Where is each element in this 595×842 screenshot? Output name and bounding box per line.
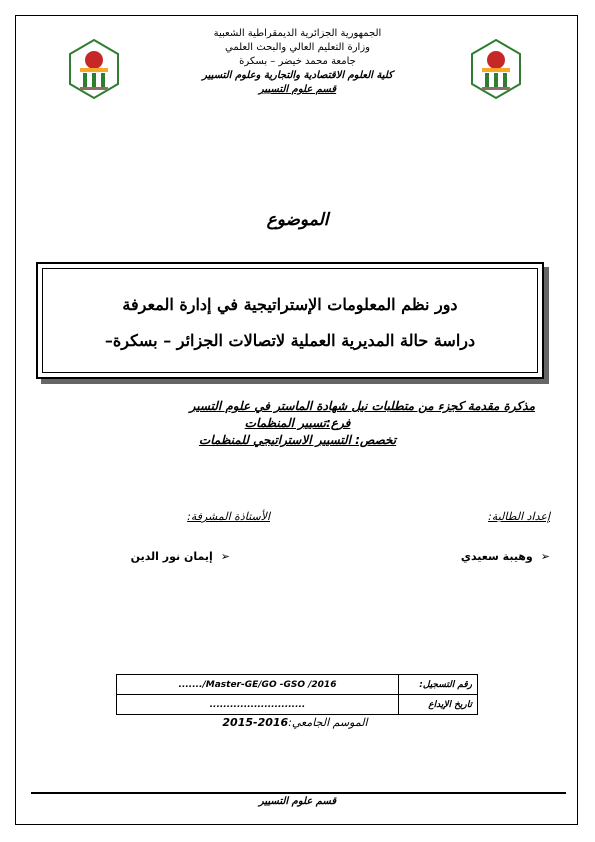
university-logo-right <box>468 38 524 100</box>
thesis-title-line-1: دور نظم المعلومات الإستراتيجية في إدارة المعرفة <box>122 295 458 314</box>
ministry-line: وزارة التعليم العالي والبحث العلمي <box>225 42 370 53</box>
table-row <box>117 695 478 715</box>
thesis-title-line-2: دراسة حالة المديرية العملية لاتصالات الجزائر – بسكرة– <box>104 331 476 350</box>
subject-heading: الموضوع <box>266 210 329 230</box>
students-label: إعداد الطالبة: <box>488 510 550 523</box>
arrow-bullet-icon: ➢ <box>540 550 550 563</box>
branch-line: فرع:تسيير المنظمات <box>244 416 351 430</box>
supervisor-name: إيمان نور الدين <box>130 550 213 563</box>
memo-description <box>60 398 535 449</box>
supervisor-name-row <box>80 550 230 563</box>
deposit-date-label: تاريخ الإيداع <box>399 695 478 715</box>
department-line: قسم علوم التسيير <box>258 84 337 95</box>
faculty-line: كلية العلوم الاقتصادية والتجارية وعلوم التسيير <box>202 70 393 81</box>
registration-table <box>116 674 478 715</box>
supervisor-label: الأستاذة المشرفة: <box>187 510 270 523</box>
academic-season-label: الموسم الجامعي: <box>288 716 368 729</box>
specialty-line: تخصص: التسيير الاستراتيجي للمنظمات <box>198 433 397 447</box>
republic-line: الجمهورية الجزائرية الديمقراطية الشعبية <box>213 28 382 39</box>
thesis-title-box <box>36 262 544 379</box>
registration-number-value: ......./Master-GE/GO -GSO /2016 <box>117 675 399 695</box>
footer-divider <box>31 792 566 794</box>
university-line: جامعة محمد خيضر – بسكرة <box>239 56 356 67</box>
deposit-date-value: ............................ <box>117 695 399 715</box>
arrow-bullet-icon: ➢ <box>220 550 230 563</box>
university-logo-left <box>66 38 122 100</box>
registration-number-label: رقم التسجيل: <box>399 675 478 695</box>
student-name: وهيبة سعيدي <box>460 550 533 563</box>
memo-line: مذكرة مقدمة كجزء من متطلبات نيل شهادة الماستر في علوم التسير <box>189 399 535 413</box>
academic-season <box>180 716 410 729</box>
institution-header <box>150 27 445 97</box>
thesis-title-inner-frame <box>42 268 538 373</box>
academic-season-year: 2015-2016 <box>222 716 289 729</box>
footer-department: قسم علوم التسيير <box>258 796 337 807</box>
table-row <box>117 675 478 695</box>
student-name-row <box>390 550 550 563</box>
